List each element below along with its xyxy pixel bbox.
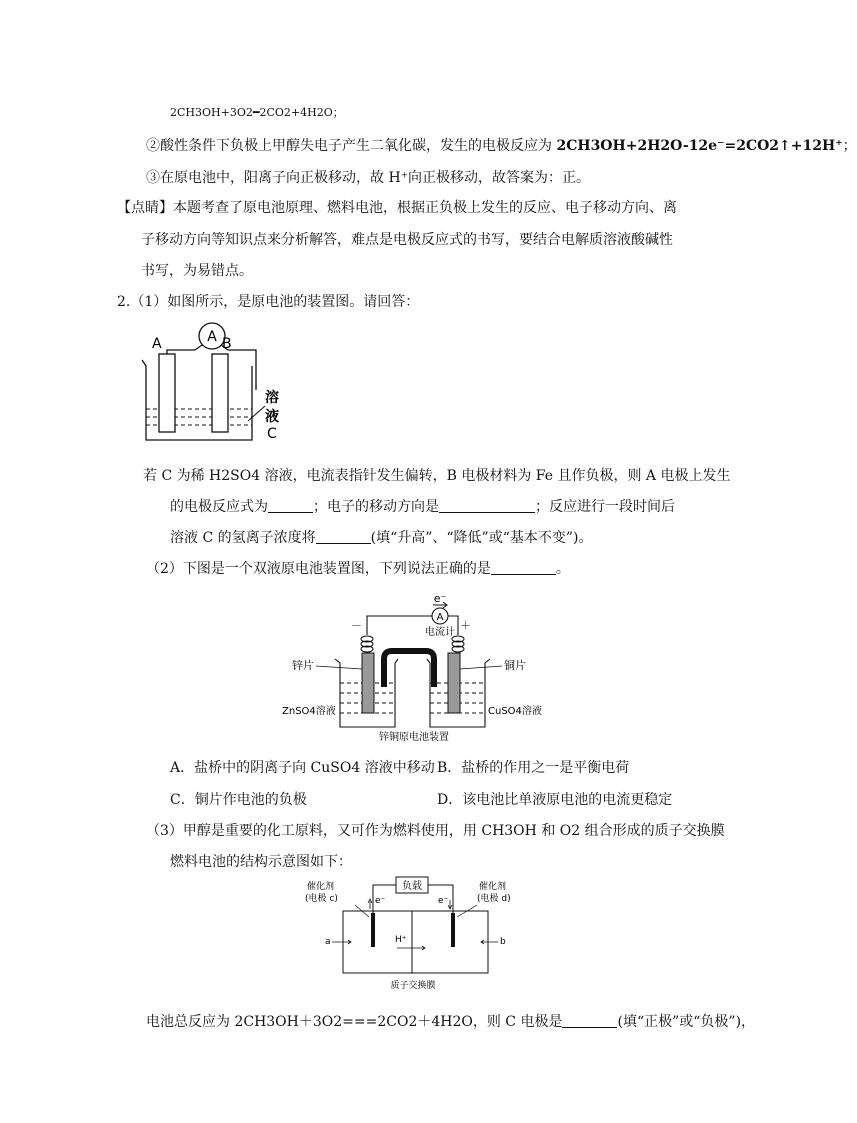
znso4-label: ZnSO4溶液	[282, 706, 336, 717]
question-text: 溶液 C 的氢离子浓度将	[170, 530, 316, 546]
electron-label: e⁻	[433, 592, 447, 605]
tip-line-1	[117, 198, 677, 218]
answer-blank[interactable]	[491, 560, 556, 575]
answer-blank[interactable]	[268, 498, 313, 513]
question-2-heading	[117, 292, 419, 312]
solution-label-1: 溶	[265, 390, 279, 406]
tip-line-3	[141, 261, 253, 281]
catalyst-left-1: 催化剂	[307, 882, 335, 892]
ammeter-label: A	[207, 329, 217, 345]
electron-left-label: e⁻	[375, 896, 386, 906]
solution-label-3: C	[267, 426, 277, 442]
electrode-b-label: B	[222, 336, 232, 352]
load-label: 负载	[402, 881, 422, 892]
cell-body	[343, 911, 488, 973]
galvanic-cell-figure	[140, 320, 300, 445]
question-text: （2）下图是一个双液原电池装置图，下列说法正确的是	[146, 561, 491, 577]
proton-label: H⁺	[395, 935, 407, 945]
q2-part3-line3	[146, 1012, 755, 1032]
minus-sign: －	[351, 619, 362, 632]
question-text: 的电极反应式为	[170, 499, 268, 515]
option-row-2	[170, 790, 307, 810]
electrode-d	[451, 913, 455, 947]
electrode-a	[159, 354, 175, 432]
answer-blank[interactable]	[562, 1013, 617, 1028]
electrode-reaction: 2CH3OH+2H2O-12e⁻=2CO2↑+12H⁺	[556, 138, 843, 154]
electrode-a-label: A	[152, 336, 162, 352]
option-row-1b	[437, 758, 629, 778]
catalyst-right-2: (电极 d)	[477, 894, 511, 904]
q2-part2-heading	[146, 559, 570, 579]
figure-caption: 锌铜原电池装置	[379, 732, 449, 743]
solution-label-2: 液	[265, 409, 279, 425]
zinc-electrode	[362, 653, 374, 713]
tip-text: 【点睛】本题考查了原电池原理、燃料电池，根据正负极上发生的反应、电子移动方向、离	[117, 200, 677, 216]
option-row-2b	[437, 790, 672, 810]
tip-line-2	[141, 230, 673, 250]
tip-text: 子移动方向等知识点来分析解答，难点是电极反应式的书写，要结合电解质溶液酸碱性	[141, 232, 673, 248]
membrane-label: 质子交换膜	[390, 981, 436, 991]
question-text: (填“正极”或“负极”)，	[617, 1014, 756, 1030]
ammeter-label: 电流计	[425, 627, 455, 638]
plus-sign: ＋	[460, 619, 471, 632]
copper-label: 铜片	[504, 659, 526, 672]
salt-bridge-cell-figure	[282, 587, 560, 747]
cuso4-label: CuSO4溶液	[488, 706, 542, 717]
option-c[interactable]: C．铜片作电池的负极	[170, 792, 307, 808]
electron-right-label: e⁻	[438, 896, 449, 906]
question-text: 若 C 为稀 H2SO4 溶液，电流表指针发生偏转，B 电极材料为 Fe 且作负极，则 A 电极上发生	[143, 468, 731, 484]
zinc-label: 锌片	[292, 659, 314, 672]
electrode-b	[212, 354, 228, 432]
q2-part1-line1	[143, 466, 731, 486]
question-text: ；电子的移动方向是	[313, 499, 439, 515]
q2-part3-line2	[170, 852, 352, 872]
answer-line-3	[146, 168, 590, 188]
inlet-a-label: a	[325, 937, 331, 947]
coil-left	[361, 636, 373, 652]
answer-blank[interactable]	[439, 498, 535, 513]
equation-text: 2CH3OH+3O2━2CO2+4H2O；	[170, 106, 344, 119]
inlet-b-label: b	[500, 937, 506, 947]
option-row-1	[170, 758, 435, 778]
fuel-cell-figure	[303, 873, 533, 993]
electrode-c	[371, 913, 375, 947]
catalyst-right-1: 催化剂	[479, 882, 507, 892]
answer-line-2	[146, 136, 857, 156]
salt-bridge	[384, 651, 434, 687]
tip-text: 书写，为易错点。	[141, 263, 253, 279]
question-text: 电池总反应为 2CH3OH＋3O2===2CO2＋4H2O，则 C 电极是	[146, 1014, 563, 1030]
question-text: 2.（1）如图所示，是原电池的装置图。请回答：	[117, 294, 420, 310]
catalyst-left-2: (电极 c)	[305, 894, 338, 904]
q2-part1-line3	[170, 528, 593, 548]
question-text: ；反应进行一段时间后	[535, 499, 675, 515]
answer-blank[interactable]	[316, 529, 371, 544]
question-text: 燃料电池的结构示意图如下：	[170, 854, 352, 870]
q2-part1-line2	[170, 497, 675, 517]
answer-text: ③在原电池中，阳离子向正极移动，故 H⁺向正极移动，故答案为：正。	[146, 170, 591, 186]
question-text: (填“升高”、“降低”或“基本不变”)。	[370, 530, 593, 546]
answer-text: ②酸性条件下负极上甲醇失电子产生二氧化碳，发生的电极反应为	[146, 138, 557, 154]
ammeter-symbol: A	[436, 612, 444, 623]
answer-end: ；	[842, 138, 857, 154]
equation-line	[170, 103, 344, 123]
coil-right	[452, 636, 464, 652]
q2-part3-line1	[146, 821, 725, 841]
option-a[interactable]: A．盐桥中的阴离子向 CuSO4 溶液中移动	[170, 760, 435, 776]
copper-electrode	[448, 653, 460, 713]
option-d[interactable]: D．该电池比单液原电池的电流更稳定	[437, 792, 673, 808]
question-text: （3）甲醇是重要的化工原料，又可作为燃料使用，用 CH3OH 和 O2 组合形成的质子交换膜	[146, 823, 725, 839]
question-text: 。	[555, 561, 570, 577]
option-b[interactable]: B．盐桥的作用之一是平衡电荷	[437, 760, 630, 776]
